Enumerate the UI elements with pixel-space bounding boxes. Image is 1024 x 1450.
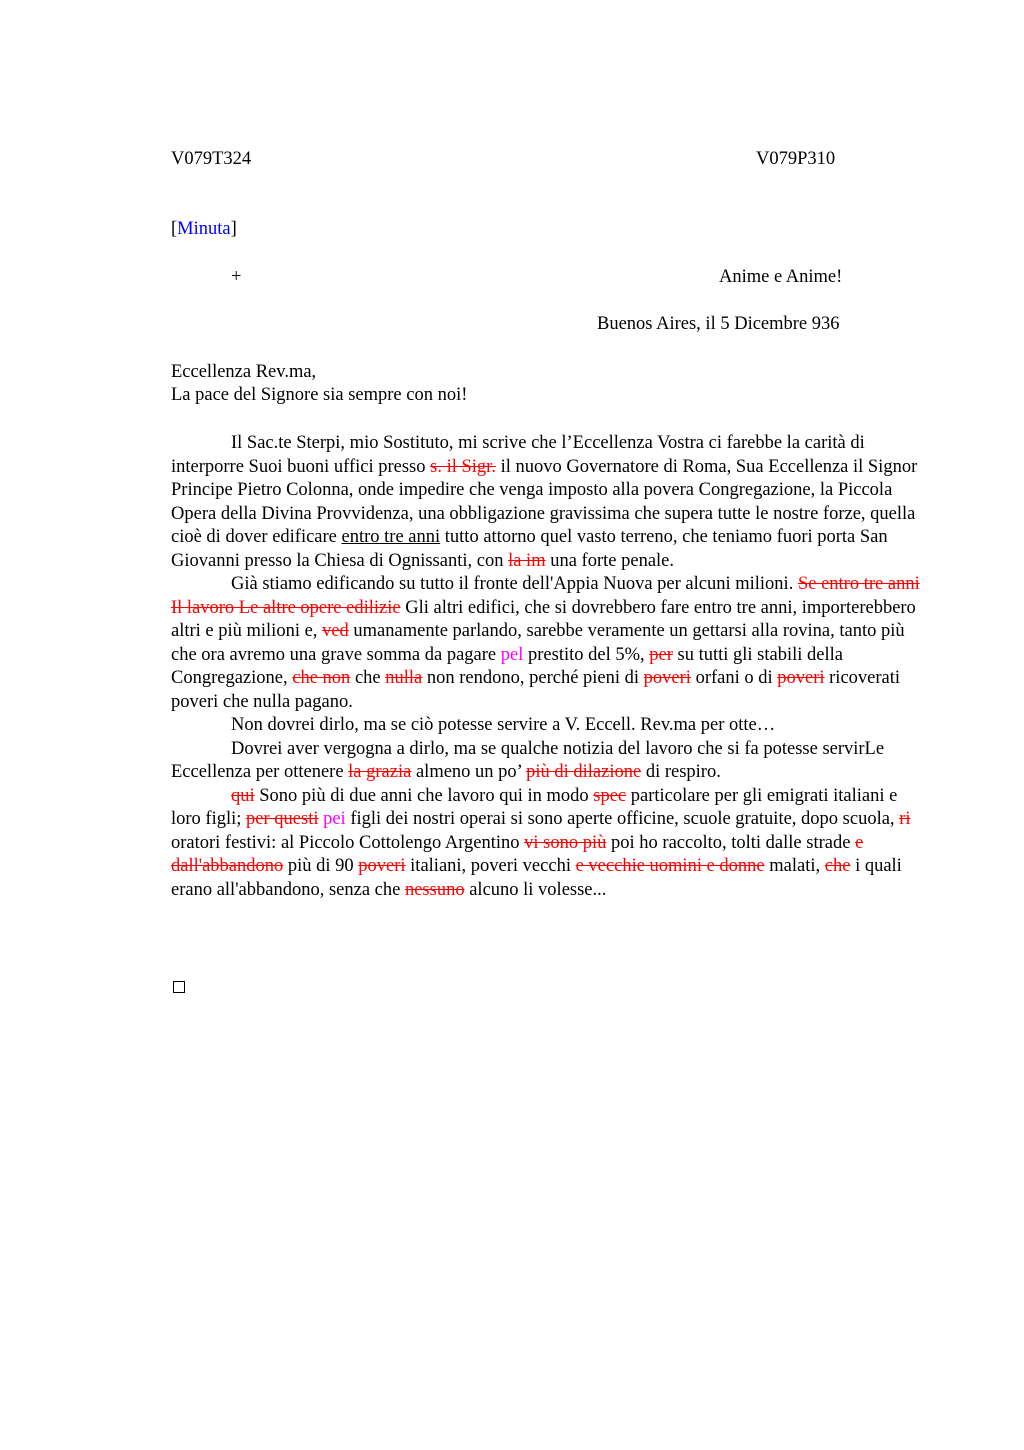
deleted-text: per [649, 644, 673, 665]
text-segment: tutto attorno quel vasto terreno, che teniamo fuori porta San Giovanni presso la Chiesa di Ognissanti, con [171, 527, 888, 571]
deleted-text: che non [292, 668, 351, 688]
body-paragraph [171, 432, 931, 573]
minuta-label-line [171, 218, 237, 242]
deleted-text: più di dilazione [526, 762, 642, 782]
bracket-open: [ [171, 219, 178, 239]
text-segment: almeno un po’ [411, 762, 527, 782]
code-right: V079P310 [756, 149, 836, 169]
text-segment: una forte penale. [545, 550, 675, 571]
deleted-text: s. il Sigr. [430, 456, 496, 477]
text-segment: ricoverati poveri che nulla pagano. [171, 668, 901, 712]
body-paragraph [171, 785, 931, 903]
text-segment: i quali erano all'abbandono, senza che [171, 856, 902, 900]
motto: Anime e Anime! [719, 267, 843, 287]
body-paragraph [171, 573, 931, 714]
text-segment: su tutti gli stabili della Congregazione, [171, 644, 843, 688]
body-paragraph [171, 714, 931, 738]
code-left: V079T324 [171, 149, 252, 169]
text-segment: non rendono, perché pieni di [422, 668, 644, 688]
text-segment: Non dovrei dirlo, ma se ciò potesse servire a V. Eccell. Rev.ma per otte… [231, 715, 776, 735]
deleted-text: e vecchie uomini e donne [575, 856, 765, 876]
deleted-text: nessuno [404, 879, 465, 900]
text-segment: Il Sac.te Sterpi, mio Sostituto, mi scrive che l’Eccellenza Vostra ci farebbe la carità di interporre Suoi buoni uffici presso [171, 433, 865, 477]
text-segment: che [350, 668, 386, 688]
inserted-text: pei [323, 809, 346, 829]
deleted-text: la im [508, 550, 546, 571]
text-segment: prestito del 5%, [523, 644, 650, 665]
text-segment: malati, [764, 856, 825, 876]
deleted-text: e dall'abbandono [171, 832, 864, 876]
underlined-text: entro tre anni [341, 527, 441, 547]
text-segment: il nuovo Governatore di Roma, Sua Eccellenza il Signor Principe Pietro Colonna, onde impedire che venga imposto alla povera Congregazione, la Piccola Opera della Divina Provvidenza, una obbligazione gravissima che supera tutte le nostre forze, quella cioè di dover edificare [171, 456, 918, 547]
place-date: Buenos Aires, il 5 Dicembre 936 [597, 314, 840, 334]
text-segment: Gli altri edifici, che si dovrebbero fare entro tre anni, importerebbero altri e più milioni e, [171, 597, 916, 641]
text-segment: umanamente parlando, sarebbe veramente un gettarsi alla rovina, tanto più che ora avremo una grave somma da pagare [171, 621, 905, 665]
letter-body [171, 432, 931, 902]
text-segment: Dovrei aver vergogna a dirlo, ma se qualche notizia del lavoro che si fa potesse servirLe Eccellenza per ottenere [171, 738, 885, 782]
deleted-text: la grazia [348, 762, 412, 782]
minuta-label: Minuta [177, 219, 231, 239]
deleted-text: per questi [246, 809, 319, 829]
deleted-text: poveri [358, 856, 406, 876]
deleted-text: vi sono più [524, 832, 607, 853]
deleted-text: ved [322, 621, 349, 641]
deleted-text: che [824, 856, 851, 876]
salutation-line-1: Eccellenza Rev.ma, [171, 362, 317, 382]
deleted-text: poveri [643, 668, 691, 688]
text-segment: di respiro. [641, 762, 721, 782]
text-segment: figli dei nostri operai si sono aperte officine, scuole gratuite, dopo scuola, [345, 809, 900, 829]
deleted-text: Se entro tre anni Il lavoro Le altre opere edilizie [171, 574, 920, 618]
text-segment: alcuno li volesse... [464, 879, 607, 900]
deleted-text: poveri [777, 668, 825, 688]
text-segment: italiani, poveri vecchi [405, 856, 576, 876]
salutation-line-2: La pace del Signore sia sempre con noi! [171, 385, 468, 405]
cross-mark: + [231, 267, 242, 287]
body-paragraph [171, 738, 931, 785]
text-segment: poi ho raccolto, tolti dalle strade [606, 832, 856, 853]
deleted-text: nulla [385, 668, 423, 688]
text-segment: Sono più di due anni che lavoro qui in modo [254, 785, 594, 806]
inserted-text: pel [500, 644, 524, 665]
deleted-text: ri [899, 809, 911, 829]
deleted-text: qui [231, 785, 255, 806]
text-segment: più di 90 [283, 856, 359, 876]
checkbox-icon [173, 981, 185, 993]
text-segment: oratori festivi: al Piccolo Cottolengo Argentino [171, 832, 525, 853]
text-segment: particolare per gli emigrati italiani e loro figli; [171, 785, 898, 829]
bracket-close: ] [230, 219, 237, 239]
text-segment: Già stiamo edificando su tutto il fronte dell'Appia Nuova per alcuni milioni. [231, 574, 798, 594]
text-segment: orfani o di [690, 668, 778, 688]
deleted-text: spec [593, 785, 627, 806]
